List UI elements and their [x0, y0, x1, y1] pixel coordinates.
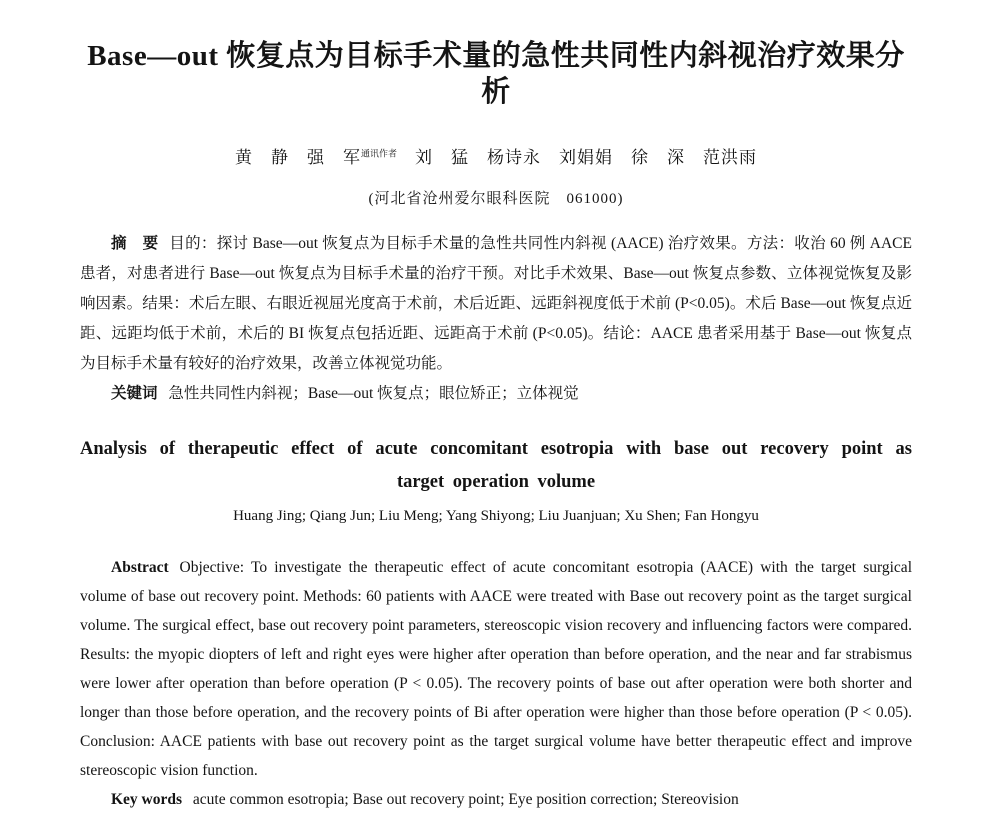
keywords-english — [80, 785, 912, 814]
authors-chinese-second-group: 刘 猛 杨诗永 刘娟娟 徐 深 范洪雨 — [415, 147, 757, 167]
paper-title-english: Analysis of therapeutic effect of acute concomitant esotropia with base out recovery point as target operation volume — [80, 438, 912, 492]
abstract-chinese — [80, 229, 912, 379]
abstract-english-label: Abstract — [111, 558, 169, 576]
corresponding-author-superscript: 通讯作者 — [360, 147, 397, 158]
keywords-chinese-label: 关键词 — [111, 384, 158, 402]
abstract-english — [80, 553, 912, 785]
abstract-english-text: Objective: To investigate the therapeutic effect of acute concomitant esotropia (AACE) with the target surgical volume of base out recovery point. Methods: 60 patients with AACE were treated with Base out recovery point as the target surgical volume. The surgical effect, base out recovery point parameters, stereoscopic vision recovery and influencing factors were compared. Results: the myopic diopters of left and right eyes were higher after operation than before operation, and the near and far strabismus were lower after operation than before operation (P < 0.05). The recovery points of base out after operation were both shorter and longer than those before operation, and the recovery points of Bi after operation were higher than those before operation (P < 0.05). Conclusion: AACE patients with base out recovery point as the target surgical volume have better therapeutic effect and improve stereoscopic vision function. — [80, 558, 912, 779]
keywords-english-text: acute common esotropia; Base out recovery point; Eye position correction; Stereovision — [192, 790, 739, 808]
affiliation: (河北省沧州爱尔眼科医院 061000) — [368, 190, 624, 207]
keywords-chinese-text: 急性共同性内斜视；Base—out 恢复点；眼位矫正；立体视觉 — [168, 384, 579, 402]
authors-chinese-first-group: 黄 静 强 军 — [234, 147, 361, 167]
paper-title-chinese: Base—out 恢复点为目标手术量的急性共同性内斜视治疗效果分析 — [87, 40, 905, 109]
authors-english: Huang Jing; Qiang Jun; Liu Meng; Yang Shiyong; Liu Juanjuan; Xu Shen; Fan Hongyu — [233, 507, 759, 524]
keywords-english-label: Key words — [111, 790, 183, 808]
keywords-chinese — [80, 379, 912, 409]
abstract-chinese-label: 摘 要 — [111, 234, 159, 252]
authors-chinese — [80, 143, 912, 168]
abstract-chinese-text: 目的：探讨 Base—out 恢复点为目标手术量的急性共同性内斜视 (AACE) 治疗效果。方法：收治 60 例 AACE 患者，对患者进行 Base—out 恢复点为目标手术量的治疗干预。对比手术效果、Base—out 恢复点参数、立体视觉恢复及影响因素。结果：术后左眼、右眼近视屈光度高于术前，术后近距、远距斜视度低于术前 (P<0.05)。术后 Base—out 恢复点近距、远距均低于术前，术后的 BI 恢复点包括近距、远距高于术前 (P<0.05)。结论：AACE 患者采用基于 Base—out 恢复点为目标手术量有较好的治疗效果，改善立体视觉功能。 — [80, 234, 912, 372]
